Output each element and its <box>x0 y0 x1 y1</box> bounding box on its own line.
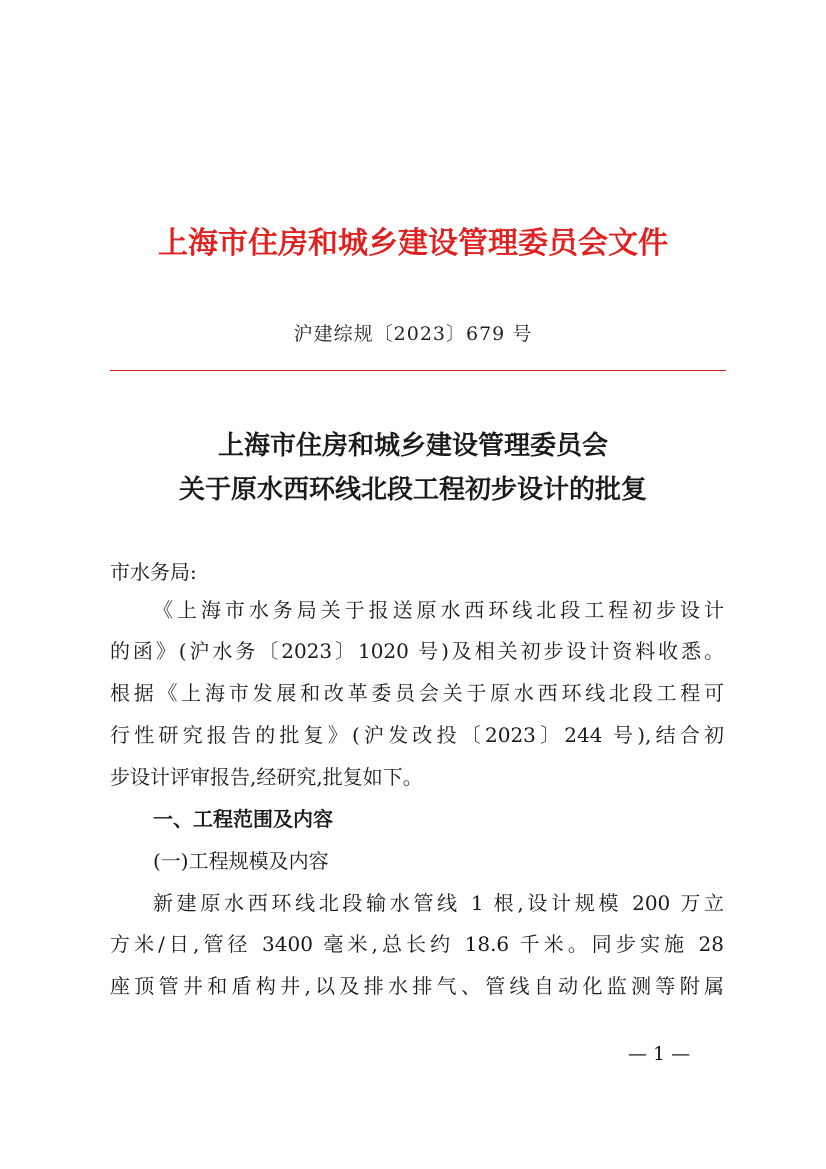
header-red-divider <box>110 370 726 371</box>
document-title-line-2: 关于原水西环线北段工程初步设计的批复 <box>178 475 647 505</box>
document-number: 沪建综规〔2023〕679 号 <box>293 323 533 345</box>
subsection-heading-1: (一)工程规模及内容 <box>153 849 329 873</box>
paragraph-2-line-1: 新建原水西环线北段输水管线 1 根,设计规模 200 万立 <box>153 891 724 915</box>
paragraph-1-line-5: 步设计评审报告,经研究,批复如下。 <box>110 765 423 789</box>
paragraph-1-line-1: 《上海市水务局关于报送原水西环线北段工程初步设计 <box>153 598 724 622</box>
paragraph-2-line-3: 座顶管井和盾构井,以及排水排气、管线自动化监测等附属 <box>110 974 724 998</box>
document-issuer-header: 上海市住房和城乡建设管理委员会文件 <box>158 226 668 261</box>
document-title-line-1: 上海市住房和城乡建设管理委员会 <box>217 431 608 461</box>
section-heading-1: 一、工程范围及内容 <box>153 807 333 831</box>
paragraph-2-line-2: 方米/日,管径 3400 毫米,总长约 18.6 千米。同步实施 28 <box>110 932 724 956</box>
paragraph-1-line-4: 行性研究报告的批复》(沪发改投〔2023〕244 号),结合初 <box>110 723 724 747</box>
salutation: 市水务局: <box>110 560 197 584</box>
paragraph-1-line-3: 根据《上海市发展和改革委员会关于原水西环线北段工程可 <box>110 681 724 705</box>
paragraph-1-line-2: 的函》(沪水务〔2023〕1020 号)及相关初步设计资料收悉。 <box>110 639 724 663</box>
page-number: — 1 — <box>628 1043 691 1065</box>
